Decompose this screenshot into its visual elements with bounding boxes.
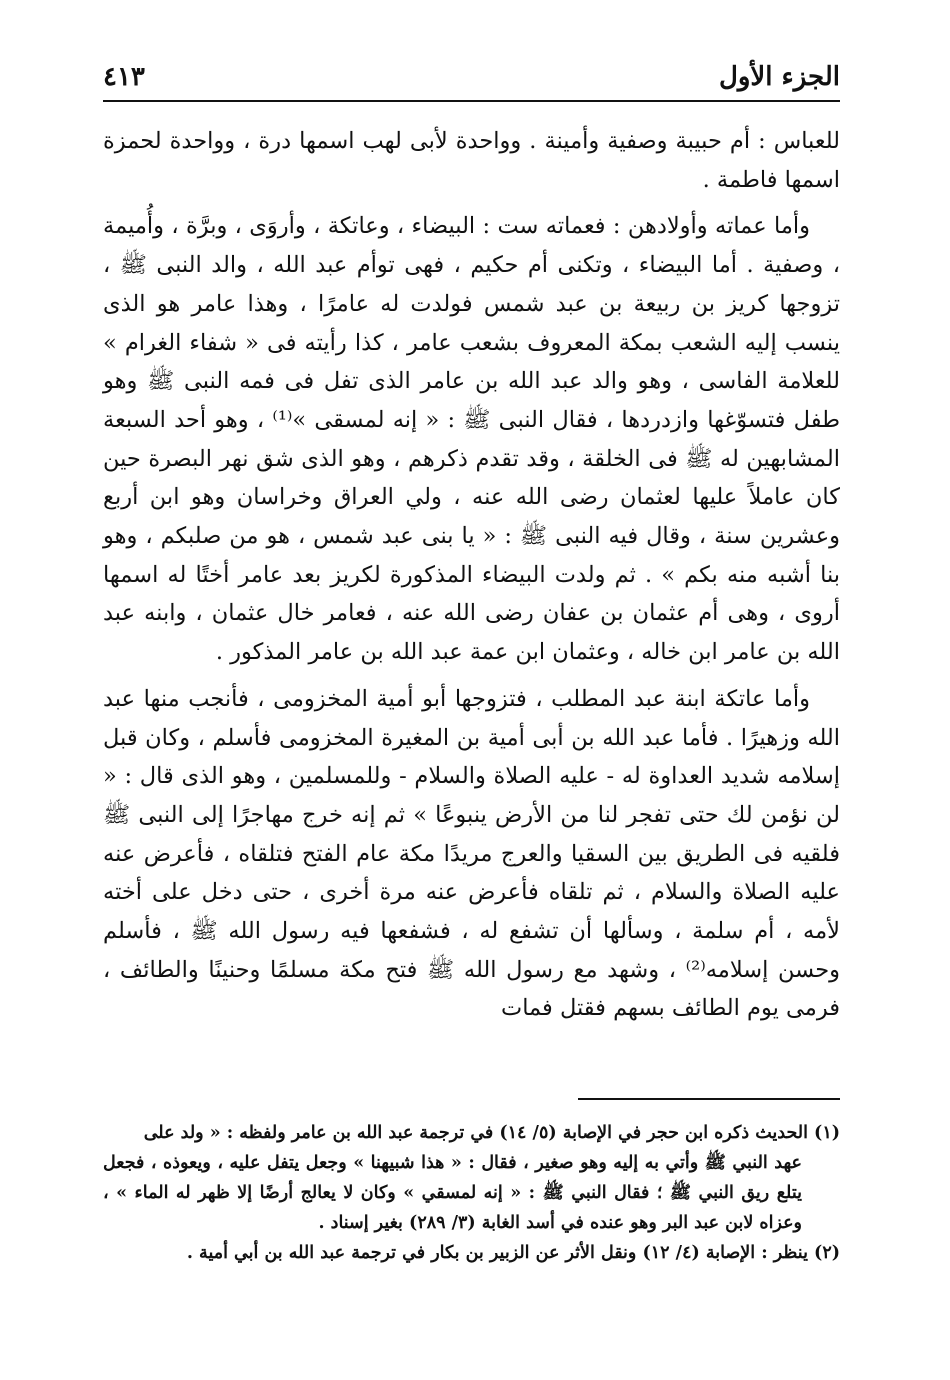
paragraph: للعباس : أم حبيبة وصفية وأمينة . وواحدة لأبى لهب اسمها درة ، وواحدة لحمزة اسمها فاطمة . bbox=[103, 128, 840, 193]
footnote bbox=[103, 1118, 840, 1148]
footnote-continuation: عهد النبي ﷺ وأتي به إليه وهو صغير ، فقال : « هذا شبيهنا » وجعل يتفل عليه ، ويعوذه ، فجعل يتلع ريق النبي ﷺ ؛ فقال النبي ﷺ : « إنه لمسقي » وكان لا يعالج أرضًا إلا ظهر له الماء » ، وعزاه لابن عبد البر وهو عنده في أسد الغابة (٣/ ٢٨٩) بغير إسناد . bbox=[103, 1153, 802, 1233]
running-title: الجزء الأول bbox=[718, 62, 840, 92]
main-text bbox=[103, 122, 840, 1036]
footnote-text: الحديث ذكره ابن حجر في الإصابة (٥/ ١٤) في ترجمة عبد الله بن عامر ولفظه : « ولد على bbox=[143, 1123, 808, 1143]
footnote-divider bbox=[578, 1098, 840, 1100]
footnotes bbox=[103, 1118, 840, 1268]
page-header bbox=[103, 56, 840, 98]
paragraph: وأما عاتكة ابنة عبد المطلب ، فتزوجها أبو أمية المخزومى ، فأنجب منها عبد الله وزهيرًا . فأما عبد الله بن أبى أمية بن المغيرة المخزومى فأسلم ، وكان قبل إسلامه شديد العداوة له - عليه الصلاة والسلام - وللمسلمين ، وهو الذى قال : « لن نؤمن لك حتى تفجر لنا من الأرض ينبوعًا » ثم إنه خرج مهاجرًا إلى النبى ﷺ فلقيه فى الطريق بين السقيا والعرج مريدًا مكة عام الفتح فتلقاه ، فأعرض عنه عليه الصلاة والسلام ، ثم تلقاه فأعرض عنه مرة أخرى ، حتى دخل على أخته لأمه ، أم سلمة ، وسألها أن تشفع له ، فشفعها فيه رسول الله ﷺ ، فأسلم وحسن إسلامه⁽²⁾ ، وشهد مع رسول الله ﷺ فتح مكة مسلمًا وحنينًا والطائف ، فرمى يوم الطائف بسهم فقتل فمات bbox=[103, 685, 840, 1022]
footnote-marker: (٢) bbox=[814, 1243, 840, 1263]
paragraph: وأما عماته وأولادهن : فعماته ست : البيضاء ، وعاتكة ، وأروَى ، وبرَّة ، وأُميمة ، وصفية . أما البيضاء ، وتكنى أم حكيم ، فهى توأم عبد الله ، والد النبى ﷺ ، تزوجها كريز بن ربيعة بن عبد شمس فولدت له عامرًا ، وهذا عامر هو الذى ينسب إليه الشعب بمكة المعروف بشعب عامر ، كذا رأيته فى « شفاء الغرام » للعلامة الفاسى ، وهو والد عبد الله بن عامر الذى تفل فى فمه النبى ﷺ وهو طفل فتسوّغها وازدردها ، فقال النبى ﷺ : « إنه لمسقى »⁽¹⁾ ، وهو أحد السبعة المشابهين له ﷺ فى الخلقة ، وقد تقدم ذكرهم ، وهو الذى شق نهر البصرة حين كان عاملاً عليها لعثمان رضى الله عنه ، ولي العراق وخراسان وهو ابن أربع وعشرين سنة ، وقال فيه النبى ﷺ : « يا بنى عبد شمس ، هو من صلبكم ، وهو بنا أشبه منه بكم » . ثم ولدت البيضاء المذكورة لكريز بعد عامر أختًا له اسمها أروى ، وهى أم عثمان بن عفان رضى الله عنه ، فعامر خال عثمان ، وابنه عبد الله بن عامر ابن خاله ، وعثمان ابن عمة عبد الله بن عامر المذكور . bbox=[103, 213, 840, 666]
footnote-text: ينظر : الإصابة (٤/ ١٢) ونقل الأثر عن الزبير بن بكار في ترجمة عبد الله بن أبي أمية . bbox=[186, 1243, 808, 1263]
footnote-marker: (١) bbox=[814, 1123, 840, 1143]
header-divider bbox=[103, 100, 840, 102]
page-number: ٤١٣ bbox=[103, 62, 145, 92]
footnote bbox=[103, 1238, 840, 1268]
